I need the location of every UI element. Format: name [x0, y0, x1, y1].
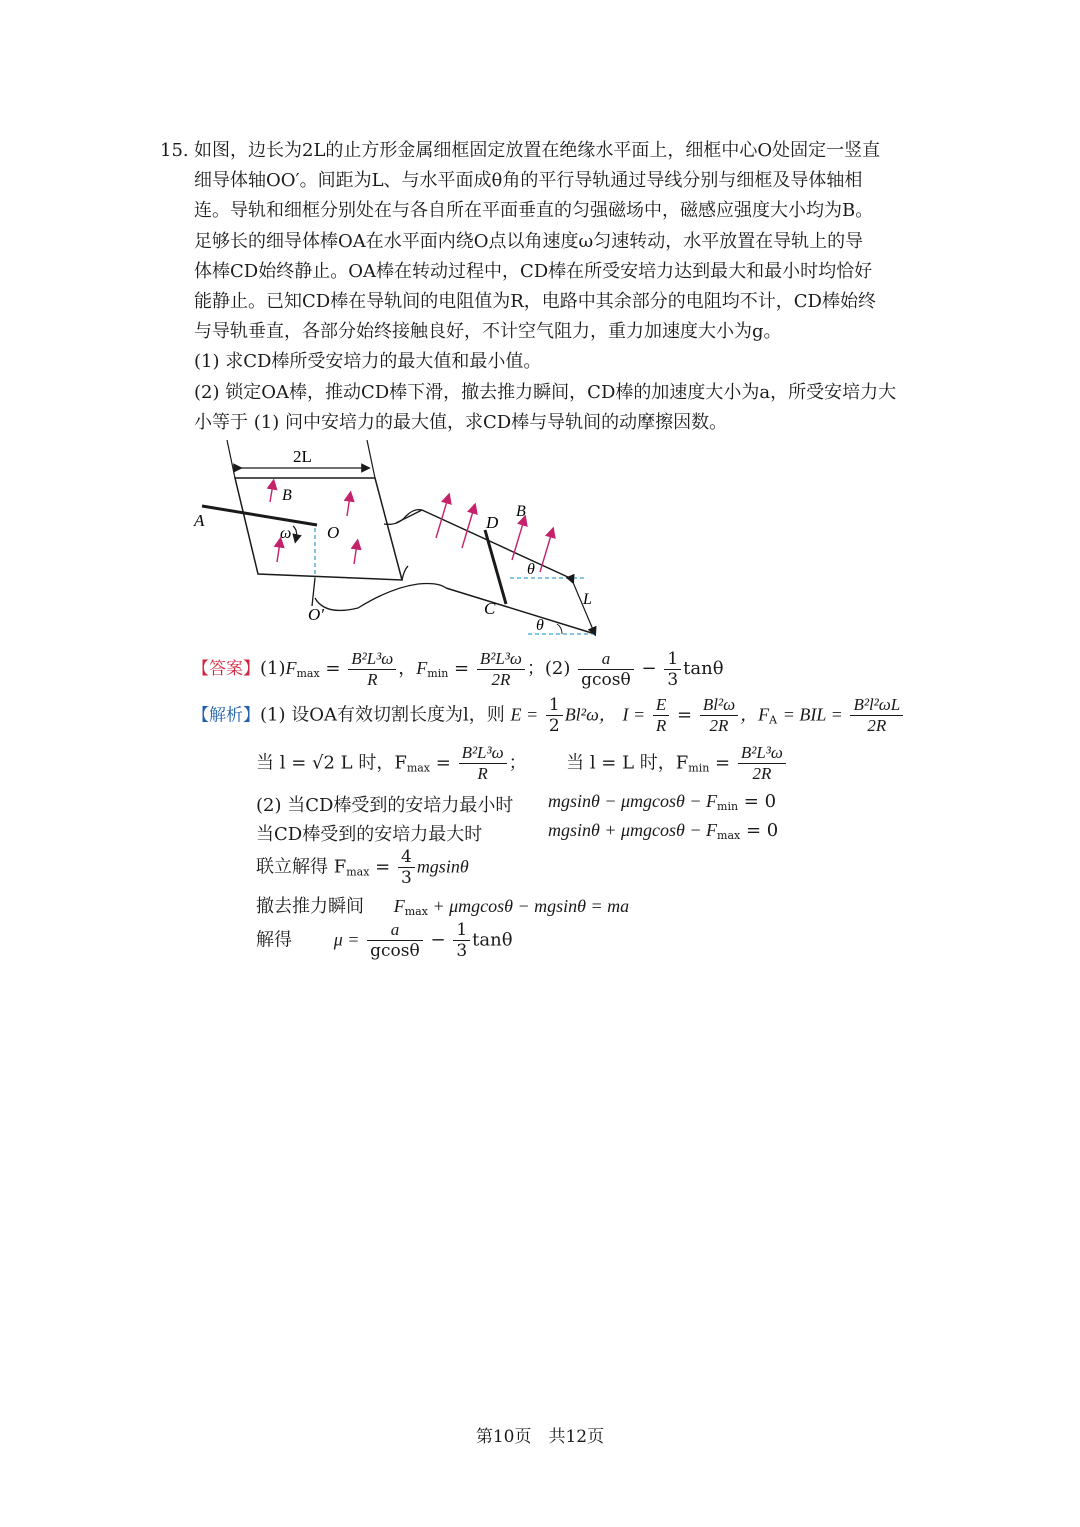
rod-cd — [485, 530, 506, 604]
question-line-1: 15. 如图，边长为2L的止方形金属细框固定放置在绝缘水平面上，细框中心O处固定一竖直 — [160, 136, 920, 166]
physics-figure — [190, 438, 610, 643]
question-line-4: 足够长的细导体棒OA在水平面内绕O点以角速度ω匀速转动，水平放置在导轨上的导 — [194, 230, 864, 252]
question-part-1: (1) 求CD棒所受安培力的最大值和最小值。 — [194, 351, 542, 373]
field-arrow — [270, 484, 273, 502]
label-b2: B — [516, 503, 526, 520]
label-omega: ω — [280, 525, 292, 542]
field-arrow — [540, 532, 552, 572]
dim-line-left — [227, 440, 235, 478]
label-l: L — [583, 591, 592, 608]
rail-end-upper — [396, 510, 422, 523]
rail-lower — [446, 588, 595, 634]
rotation-arrow — [293, 526, 297, 539]
question-line-7: 与导轨垂直，各部分始终接触良好，不计空气阻力，重力加速度大小为g。 — [194, 321, 782, 343]
field-arrow — [354, 544, 357, 564]
solution-line-6: 撤去推力瞬间 $F_{max} + \mu mgcos\theta - mgsin\theta$ = ma — [256, 896, 630, 918]
frac: $\frac{\text{B²L³ω}}{2R}$ — [477, 649, 525, 690]
frac: $\frac{a}{gcos\theta}$ — [578, 649, 634, 690]
field-arrow — [347, 496, 350, 516]
field-arrow — [277, 542, 280, 562]
question-number: 15. — [160, 140, 189, 161]
solution-tag: 【解析】 — [192, 705, 260, 726]
question-line-3: 连。导轨和细框分别处在与各自所在平面垂直的匀强磁场中，磁感应强度大小均为B。 — [194, 200, 874, 222]
axis-oo-lower — [312, 578, 315, 606]
solution-line-2: 当 l = √2 L 时，$F_{max}$ = $\frac{\text{B²L³ω}}{R}$ ； 当 l = L 时，$F_{min}$ = $\frac{\text{B²L³ω}}{2R}$ — [256, 743, 788, 784]
field-arrow — [462, 508, 474, 548]
solution-line-7: 解得 μ = $\frac{a}{gcos\theta}$ − $\frac{1}{3}$ tanθ — [256, 920, 513, 961]
answer-tag: 【答案】 — [192, 659, 260, 679]
question-line-6: 能静止。已知CD棒在导轨间的电阻值为R，电路中其余部分的电阻均不计，CD棒始终 — [194, 291, 876, 313]
solution-line-5: 联立解得 $F_{max}$ = $\frac{4}{3}$ mgsinθ — [256, 847, 469, 888]
question-part-2: (2) 锁定OA棒，推动CD棒下滑，撤去推力瞬间，CD棒的加速度大小为a，所受安培力大 — [194, 381, 897, 403]
rod-oa — [202, 506, 317, 525]
frac: $\frac{\text{B²L³ω}}{R}$ — [348, 649, 396, 690]
wire-frame-bottom — [402, 566, 408, 580]
solution-line-3: (2) 当CD棒受到的安培力最小时 $mgsin\theta - \mu mgcos\theta - F_{min} = 0$ — [256, 791, 777, 816]
solution-line-1: 【解析】(1) 设OA有效切割长度为l，则 E = $\frac{1}{2}$ Bl²ω， I = $\frac{E}{R}$ = $\frac{\text{Bl²ω}}{2R}$ ，$F_A$ = BIL = $\frac{\text{B²l²ωL}}{2R}$ — [192, 695, 905, 736]
label-o: O — [327, 523, 340, 542]
dim-line-right — [367, 440, 375, 478]
question-line-5: 体棒CD始终静止。OA棒在转动过程中，CD棒在所受安培力达到最大和最小时均恰好 — [194, 260, 873, 282]
label-o-prime: O′ — [308, 605, 324, 624]
question-block — [160, 136, 920, 438]
frac: $\frac{1}{3}$ — [664, 649, 681, 690]
answer-line: 【答案】$(1)F_{max}$ = $\frac{\text{B²L³ω}}{R}$ ，$F_{min}$ = $\frac{\text{B²L³ω}}{2R}$ ；(2) $\frac{a}{gcos\theta}$ − $\frac{1}{3}$ tanθ — [192, 648, 724, 690]
label-theta-1: θ — [527, 561, 535, 578]
question-part-2-cont: 小等于 (1) 问中安培力的最大值，求CD棒与导轨间的动摩擦因数。 — [194, 411, 728, 433]
label-d: D — [486, 513, 499, 532]
label-b1: B — [282, 487, 292, 504]
question-line-2: 细导体轴OO′。间距为L、与水平面成θ角的平行导轨通过导线分别与细框及导体轴相 — [194, 170, 863, 192]
solution-line-4: 当CD棒受到的安培力最大时 $mgsin\theta + \mu mgcos\theta - F_{max} = 0$ — [256, 820, 779, 845]
label-c: C — [484, 599, 496, 618]
label-theta-2: θ — [536, 617, 544, 634]
wire-lower — [315, 584, 446, 611]
square-frame — [235, 478, 402, 580]
angle-arc — [557, 624, 562, 634]
label-2l: 2L — [293, 447, 312, 466]
label-a: A — [194, 511, 205, 530]
wire-upper — [384, 510, 422, 525]
page-footer: 第10页 共12页 — [475, 1427, 605, 1447]
